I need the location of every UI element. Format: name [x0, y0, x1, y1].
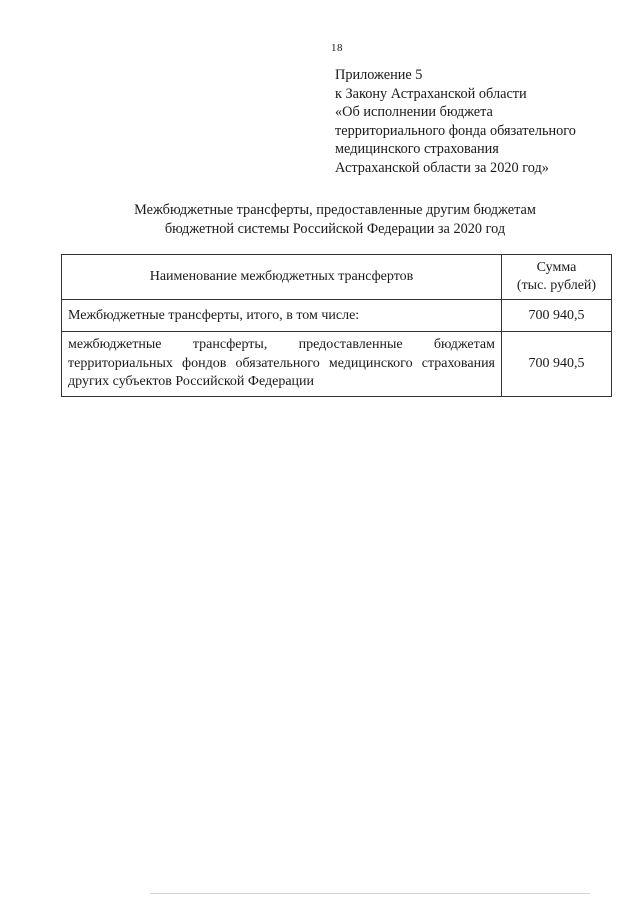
column-header-sum-unit: (тыс. рублей)	[516, 278, 597, 293]
table-header-row	[62, 255, 612, 300]
column-header-name: Наименование межбюджетных трансфертов	[62, 255, 502, 300]
row-name: Межбюджетные трансферты, итого, в том числе:	[62, 300, 502, 332]
column-header-sum-title: Сумма	[536, 260, 577, 275]
document-title-line: Межбюджетные трансферты, предоставленные другим бюджетам	[134, 202, 536, 218]
document-title-line: бюджетной системы Российской Федерации за 2020 год	[164, 221, 506, 237]
table-row	[62, 332, 612, 397]
appendix-line: Приложение 5	[335, 67, 423, 83]
page-number: 18	[331, 42, 343, 54]
scan-artifact-line	[150, 893, 590, 894]
appendix-header	[335, 66, 625, 178]
row-name: межбюджетные трансферты, предоставленные бюджетам территориальных фондов обязательного медицинского страхования других субъектов Российской Федерации	[62, 332, 502, 397]
appendix-line: к Закону Астраханской области	[335, 85, 527, 102]
row-value: 700 940,5	[502, 332, 612, 397]
appendix-line: Астраханской области за 2020 год»	[335, 159, 549, 176]
appendix-line: «Об исполнении бюджета	[335, 104, 493, 121]
column-header-sum	[502, 255, 612, 300]
row-value: 700 940,5	[502, 300, 612, 332]
appendix-line: территориального фонда обязательного	[335, 122, 576, 139]
table-row	[62, 300, 612, 332]
document-title	[60, 201, 610, 239]
appendix-line: медицинского страхования	[335, 141, 499, 158]
transfers-table	[61, 254, 612, 397]
